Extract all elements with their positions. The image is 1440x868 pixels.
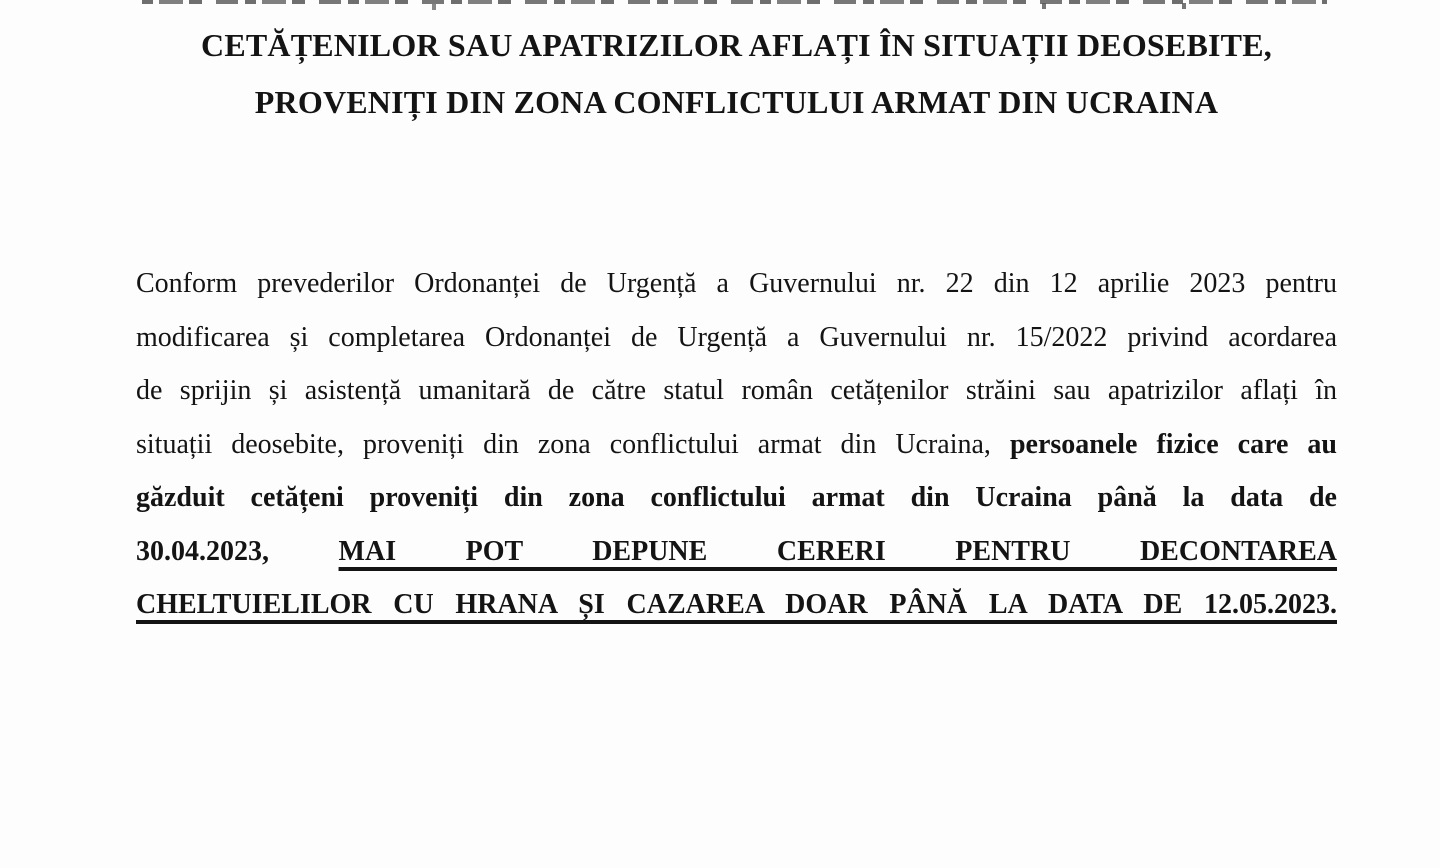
text-segment: Conform prevederilor Ordonanței de Urgență a Guvernului nr. 22 din 12 aprilie 2023 pentru — [136, 268, 1337, 299]
paragraph-line-3 — [136, 364, 1337, 418]
body-paragraph — [136, 257, 1337, 632]
document-content — [136, 0, 1337, 868]
title-line-1: CETĂȚENILOR SAU APATRIZILOR AFLAȚI ÎN SITUAȚII DEOSEBITE, — [201, 27, 1272, 63]
paragraph-line-6 — [136, 525, 1337, 579]
paragraph-line-7 — [136, 578, 1337, 632]
paragraph-line-1 — [136, 257, 1337, 311]
bold-emphasis-segment: găzduit cetățeni proveniți din zona conflictului armat din Ucraina până la data de — [136, 482, 1337, 513]
text-segment: modificarea și completarea Ordonanței de Urgență a Guvernului nr. 15/2022 privind acordarea — [136, 321, 1337, 353]
paragraph-line-5 — [136, 471, 1337, 525]
clipped-title-line — [142, 0, 1327, 4]
title-line-2: PROVENIȚI DIN ZONA CONFLICTULUI ARMAT DIN UCRAINA — [254, 84, 1219, 120]
paragraph-line-2 — [136, 311, 1337, 365]
text-segment: situații deosebite, proveniți din zona conflictului armat din Ucraina, — [136, 428, 1010, 460]
hosting-date-segment: 30.04.2023, — [136, 535, 339, 567]
underlined-deadline-segment: MAI POT DEPUNE CERERI PENTRU DECONTAREA — [338, 535, 1338, 567]
bold-emphasis-segment: persoanele fizice care au — [1009, 428, 1338, 460]
text-segment: de sprijin și asistență umanitară de către statul român cetățenilor străini sau apatrizilor aflați în — [136, 375, 1337, 406]
underlined-deadline-segment: CHELTUIELILOR CU HRANA ȘI CAZAREA DOAR PÂNĂ LA DATA DE 12.05.2023. — [136, 589, 1337, 620]
document-title — [136, 17, 1337, 131]
paragraph-line-4 — [136, 418, 1337, 472]
